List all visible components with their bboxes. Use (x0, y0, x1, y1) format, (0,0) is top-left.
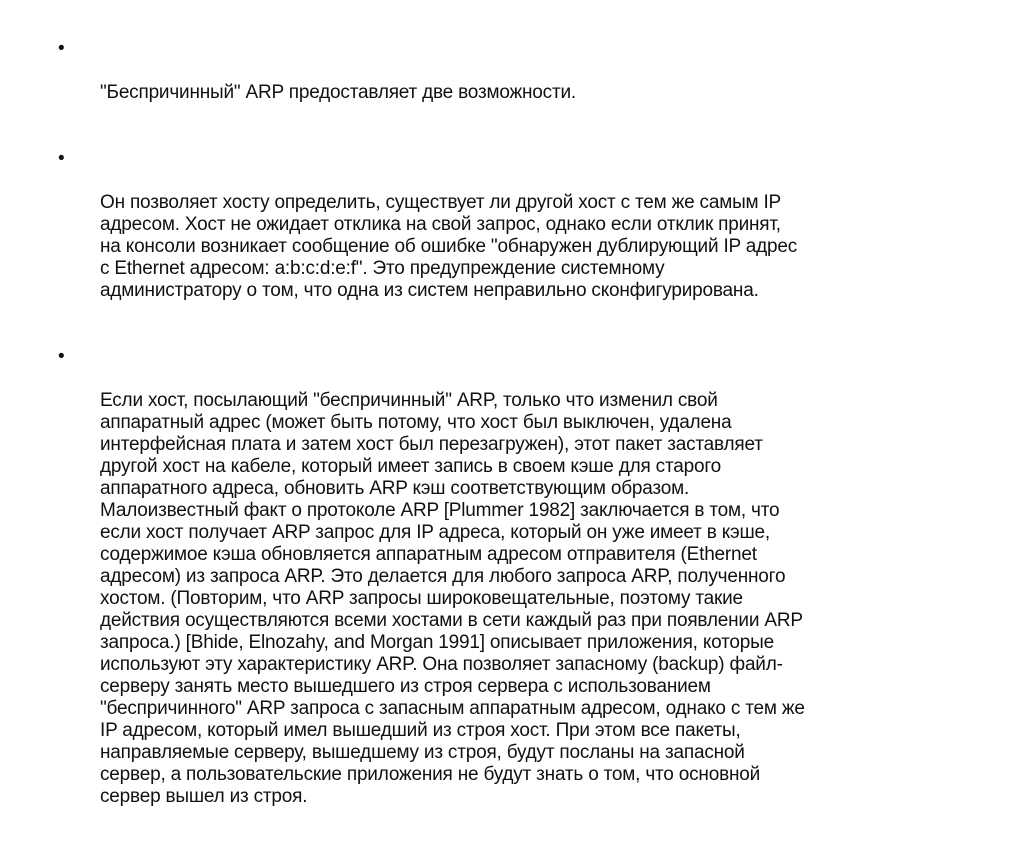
bullet-list (58, 38, 970, 852)
bullet-icon: • (58, 346, 65, 367)
bullet-item-1 (58, 38, 970, 126)
bullet-item-2 (58, 148, 970, 324)
bullet-icon: • (58, 38, 65, 59)
bullet-item-3 (58, 346, 970, 830)
bullet-text-1: "Беспричинный" ARP предоставляет две возможности. (100, 82, 576, 103)
bullet-text-2: Он позволяет хосту определить, существует ли другой хост с тем же самым IP адресом. Хост не ожидает отклика на свой запрос, однако если отклик принят, на консоли возникает сообщение об ошибке "обнаружен дублирующий IP адрес с Ethernet адресом: a:b:c:d:e:f". Это предупреждение системному администратору о том, что одна из систем неправильно сконфигурирована. (100, 192, 798, 301)
bullet-text-3: Если хост, посылающий "беспричинный" ARP, только что изменил свой аппаратный адрес (может быть потому, что хост был выключен, удалена интерфейсная плата и затем хост был перезагружен), этот пакет заставляет другой хост на кабеле, который имеет запись в своем кэше для старого аппаратного адреса, обновить ARP кэш соответствующим образом. Малоизвестный факт о протоколе ARP [Plummer 1982] заключается в том, что если хост получает ARP запрос для IP адреса, который он уже имеет в кэше, содержимое кэша обновляется аппаратным адресом отправителя (Ethernet адресом) из запроса ARP. Это делается для любого запроса ARP, полученного хостом. (Повторим, что ARP запросы широковещательные, поэтому такие действия осуществляются всеми хостами в сети каждый раз при появлении ARP запроса.) [Bhide, Elnozahy, and Morgan 1991] описывает приложения, которые используют эту характеристику ARP. Она позволяет запасному (backup) файл- серверу занять место вышедшего из строя сервера с использованием "беспричинного" ARP запроса с запасным аппаратным адресом, однако с тем же IP адресом, который имел вышедший из строя хост. При этом все пакеты, направляемые серверу, вышедшему из строя, будут посланы на запасной сервер, а пользовательские приложения не будут знать о том, что основной сервер вышел из строя. (100, 390, 805, 807)
bullet-icon: • (58, 148, 65, 169)
